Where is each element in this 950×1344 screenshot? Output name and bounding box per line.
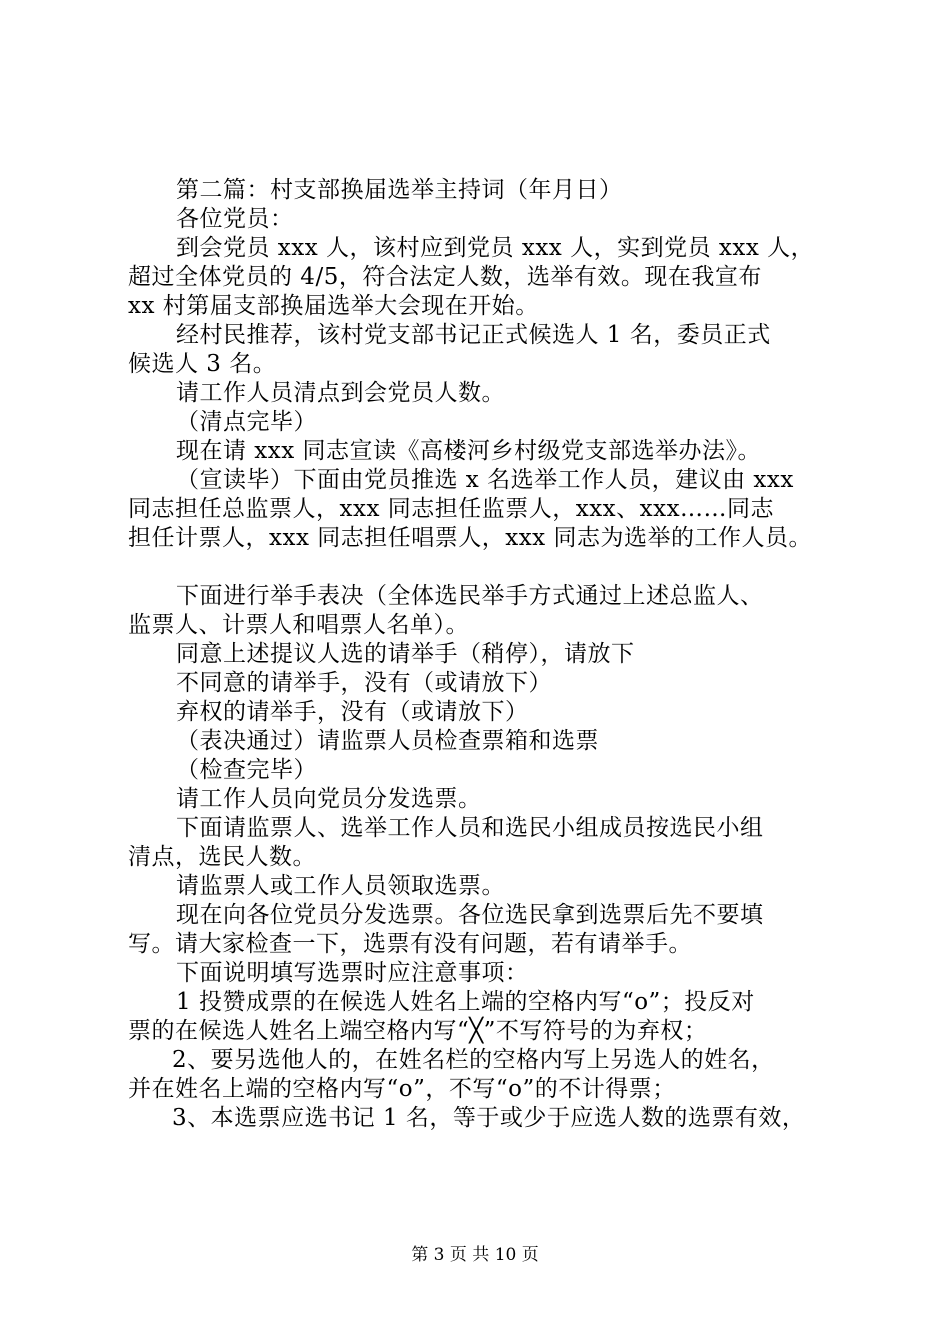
paragraph-line: （表决通过）请监票人员检查票箱和选票	[176, 728, 599, 754]
paragraph-line: （宣读毕）下面由党员推选 x 名选举工作人员，建议由 xxx	[176, 467, 794, 493]
paragraph-line: 下面说明填写选票时应注意事项：	[176, 960, 529, 986]
paragraph-line: 同意上述提议人选的请举手（稍停），请放下	[176, 641, 635, 667]
paragraph-line: 清点，选民人数。	[128, 844, 316, 870]
paragraph-line: （检查完毕）	[176, 757, 317, 783]
paragraph-line: 请工作人员向党员分发选票。	[176, 786, 482, 812]
document-body	[128, 176, 848, 1133]
paragraph-line: xx 村第届支部换届选举大会现在开始。	[128, 293, 539, 319]
paragraph-gap	[128, 553, 848, 582]
paragraph-line: 并在姓名上端的空格内写“o”，不写“o”的不计得票；	[128, 1076, 676, 1102]
paragraph-line: 候选人 3 名。	[128, 351, 277, 377]
paragraph-line: 现在向各位党员分发选票。各位选民拿到选票后先不要填	[176, 902, 764, 928]
paragraph-line: 请工作人员清点到会党员人数。	[176, 380, 505, 406]
paragraph-line: 现在请 xxx 同志宣读《高楼河乡村级党支部选举办法》。	[176, 438, 762, 464]
paragraph-line: 3、本选票应选书记 1 名，等于或少于应选人数的选票有效，	[172, 1105, 806, 1131]
paragraph-line: 不同意的请举手，没有（或请放下）	[176, 670, 552, 696]
salutation: 各位党员：	[176, 206, 294, 232]
section-title: 第二篇：村支部换届选举主持词（年月日）	[176, 177, 623, 203]
paragraph-line: 经村民推荐，该村党支部书记正式候选人 1 名，委员正式	[176, 322, 771, 348]
paragraph-line: 2、要另选他人的，在姓名栏的空格内写上另选人的姓名，	[172, 1047, 775, 1073]
paragraph-line: 1 投赞成票的在候选人姓名上端的空格内写“o”；投反对	[176, 989, 755, 1015]
paragraph-line: 票的在候选人姓名上端空格内写“╳”不写符号的为弃权；	[128, 1018, 708, 1044]
paragraph-line: （清点完毕）	[176, 409, 317, 435]
paragraph-line: 写。请大家检查一下，选票有没有问题，若有请举手。	[128, 931, 692, 957]
paragraph-line: 监票人、计票人和唱票人名单）。	[128, 612, 469, 638]
paragraph-line: 下面进行举手表决（全体选民举手方式通过上述总监人、	[176, 583, 764, 609]
page-footer: 第 3 页 共 10 页	[411, 1245, 539, 1265]
paragraph-line: 到会党员 xxx 人，该村应到党员 xxx 人，实到党员 xxx 人，	[176, 235, 815, 261]
paragraph-line: 请监票人或工作人员领取选票。	[176, 873, 505, 899]
paragraph-line: 担任计票人，xxx 同志担任唱票人，xxx 同志为选举的工作人员。	[128, 525, 812, 551]
paragraph-line: 下面请监票人、选举工作人员和选民小组成员按选民小组	[176, 815, 764, 841]
paragraph-line: 同志担任总监票人，xxx 同志担任监票人，xxx、xxx……同志	[128, 496, 775, 522]
paragraph-line: 超过全体党员的 4/5，符合法定人数，选举有效。现在我宣布	[128, 264, 762, 290]
paragraph-line: 弃权的请举手，没有（或请放下）	[176, 699, 529, 725]
